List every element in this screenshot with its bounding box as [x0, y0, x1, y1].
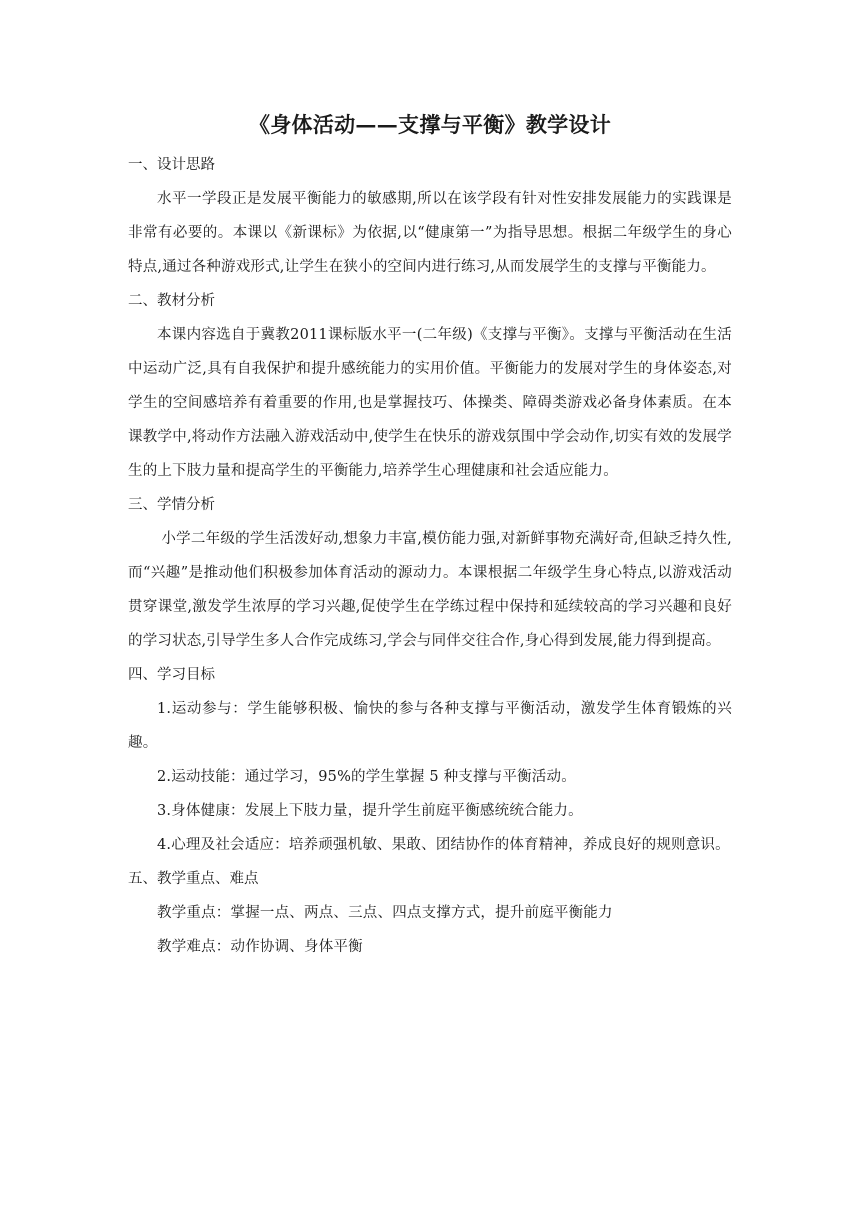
section-heading: 四、学习目标 [128, 667, 215, 683]
section-heading: 五、教学重点、难点 [128, 871, 259, 887]
section-heading: 二、教材分析 [128, 293, 215, 309]
list-item: 2.运动技能：通过学习，95%的学生掌握 5 种支撑与平衡活动。 [157, 769, 576, 785]
section-paragraph: 小学二年级的学生活泼好动,想象力丰富,模仿能力强,对新鲜事物充满好奇,但缺乏持久性,而“兴趣”是推动他们积极参加体育活动的源动力。本课根据二年级学生身心特点,以游戏活动贯穿课堂,激发学生浓厚的学习兴趣,促使学生在学练过程中保持和延续较高的学习兴趣和良好的学习状态,引导学生多人合作完成练习,学会与同伴交往合作,身心得到发展,能力得到提高。 [128, 531, 732, 649]
section-key-difficult-points [128, 862, 732, 964]
section-paragraph: 水平一学段正是发展平衡能力的敏感期,所以在该学段有针对性安排发展能力的实践课是非常有必要的。本课以《新课标》为依据,以“健康第一”为指导思想。根据二年级学生的身心特点,通过各种游戏形式,让学生在狭小的空间内进行练习,从而发展学生的支撑与平衡能力。 [128, 191, 732, 275]
section-learning-goals [128, 658, 732, 862]
list-item: 1.运动参与：学生能够积极、愉快的参与各种支撑与平衡活动，激发学生体育锻炼的兴趣。 [128, 701, 732, 751]
list-item: 4.心理及社会适应：培养顽强机敏、果敢、团结协作的体育精神，养成良好的规则意识。 [157, 837, 730, 853]
list-item: 教学难点：动作协调、身体平衡 [157, 939, 363, 955]
list-item: 3.身体健康：发展上下肢力量，提升学生前庭平衡感统统合能力。 [157, 803, 583, 819]
document-title: 《身体活动——支撑与平衡》教学设计 [248, 112, 612, 137]
section-heading: 三、学情分析 [128, 497, 215, 513]
section-material-analysis [128, 284, 732, 488]
section-paragraph: 本课内容选自于冀教2011课标版水平一(二年级)《支撑与平衡》。支撑与平衡活动在生活中运动广泛,具有自我保护和提升感统能力的实用价值。平衡能力的发展对学生的身体姿态,对学生的空间感培养有着重要的作用,也是掌握技巧、体操类、障碍类游戏必备身体素质。在本课教学中,将动作方法融入游戏活动中,使学生在快乐的游戏氛围中学会动作,切实有效的发展学生的上下肢力量和提高学生的平衡能力,培养学生心理健康和社会适应能力。 [128, 327, 732, 479]
list-item: 教学重点：掌握一点、两点、三点、四点支撑方式，提升前庭平衡能力 [157, 905, 613, 921]
document-content [128, 110, 732, 964]
section-heading: 一、设计思路 [128, 157, 215, 173]
section-design-idea [128, 148, 732, 284]
section-student-analysis [128, 488, 732, 658]
